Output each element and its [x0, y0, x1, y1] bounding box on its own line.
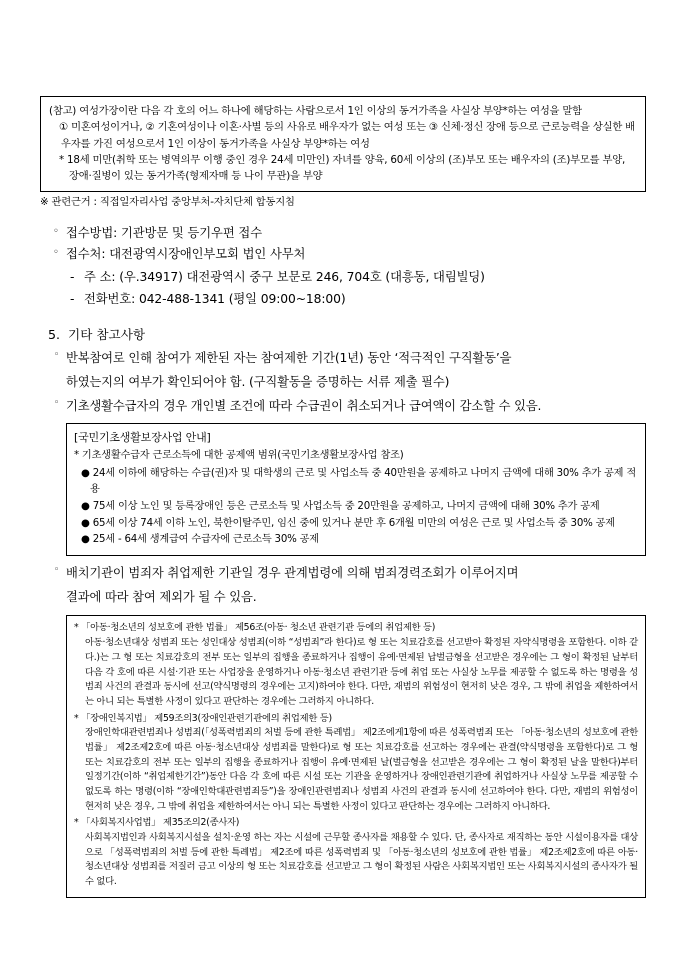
- reference-note-box: [40, 96, 646, 192]
- contact-block: [40, 223, 646, 310]
- contact-sub-address: - 주 소: (우.34917) 대전광역시 중구 보문로 246, 704호 (대흥동, 대림빌딩): [40, 266, 646, 288]
- address-label: 주 소: [84, 269, 112, 284]
- section-heading: [40, 324, 646, 347]
- basic-living-info-box: [66, 423, 646, 556]
- contact-item-office: ◦ 접수처: 대전광역시장애인부모회 법인 사무처: [40, 244, 646, 266]
- contact-item-method: ◦ 접수방법: 기관방문 및 등기우편 접수: [40, 223, 646, 245]
- law-reference-box: [66, 615, 646, 897]
- law-entry-1-body: 장애인학대관련범죄나 성범죄(「성폭력범죄의 처벌 등에 관한 특례법」 제2조에게1항에 따른 성폭력범죄 또는 「아동·청소년의 성보호에 관한 법률」 제2조제2호에 따른 아동·청소년대상 성범죄를 말한다)로 형 또는 치료감호를 선고하는 경우에는 관결(약식명령을 포함한다)로 그 형 또는 치료감호의 전부 또는 일부의 집행을 종료하거나 집행이 유예·면제된 날(벌금형을 선고받은 경우에는 그 형이 확정된 날을 말한다)부터 일정기간(이하 “취업제한기간”)동안 다음 각 호에 따른 시설 또는 기관을 운영하거나 장애인관련기관에 취업하거나 사실상 노무를 제공할 수 없도록 하는 명령(이하 “장애인학대관련범죄등”)을 장애인관련범죄나 성범죄 사건의 관결과 동시에 선고하여야 한다. 다만, 재범의 위험성이 현저히 낮은 경우, 그 밖에 취업을 제한하여서는 아니 되는 특별한 사정이 있다고 판단하는 경우에는 그러하지 아니하다.: [85, 727, 638, 812]
- contact-method-value: 기관방문 및 등기우편 접수: [120, 225, 262, 240]
- section-item-3-line-1: 배치기관이 범죄자 취업제한 기관일 경우 관계법령에 의해 범죄경력조회가 이루어지며: [66, 565, 519, 580]
- info-box-item-3: ● 25세 - 64세 생계급여 수급자에 근로소득 30% 공제: [81, 534, 319, 546]
- address-value: (우.34917) 대전광역시 중구 보문로 246, 704호 (대흥동, 대림빌딩): [119, 269, 485, 284]
- section-item-2: [40, 395, 646, 419]
- contact-office-value: 대전광역시장애인부모회 법인 사무처: [109, 247, 306, 262]
- dash-icon: -: [70, 291, 75, 306]
- info-box-item-0: ● 24세 이하에 해당하는 수급(권)자 및 대학생의 근로 및 사업소득 중 40만원을 공제하고 나머지 금액에 대해 30% 추가 공제 적용: [81, 467, 636, 496]
- section-item-1-line-2: 하였는지의 여부가 확인되어야 함. (구직활동을 증명하는 서류 제출 필수): [66, 374, 450, 389]
- info-box-title: [국민기초생활보장사업 안내]: [74, 430, 211, 444]
- note-line-1: ① 미혼여성이거나, ② 기혼여성이나 이혼·사별 등의 사유로 배우자가 없는 여성 또는 ③ 신체·정신 장애 등으로 근로능력을 상실한 배우자를 가진 여성으로서 1인 이상이 동거가족을 사실상 부양*하는 여성: [59, 121, 635, 150]
- note-line-2: * 18세 미만(취학 또는 병역의무 이행 중인 경우 24세 미만인) 자녀를 양육, 60세 이상의 (조)부모 또는 배우자의 (조)부모를 부양, 장애·질병이 있는 동거가족(형제자매 등 나이 무관)을 부양: [59, 153, 626, 183]
- contact-office-label: 접수처: [66, 247, 102, 262]
- info-box-star-note: * 기초생활수급자 근로소득에 대한 공제액 범위(국민기초생활보장사업 참조): [74, 450, 404, 462]
- law-entry-2-title: * 「사회복지사업법」 제35조의2(종사자): [74, 817, 240, 829]
- bullet-circle-icon: ◦: [54, 349, 60, 360]
- dash-icon: -: [70, 269, 75, 284]
- section-number: 5.: [48, 327, 61, 343]
- law-entry-0-title: * 「아동·청소년의 성보호에 관한 법률」 제56조(아동· 청소년 관련기관 등에의 취업제한 등): [74, 622, 436, 634]
- section-item-2-line-1: 기초생활수급자의 경우 개인별 조건에 따라 수급권이 취소되거나 급여액이 감소할 수 있음.: [66, 398, 542, 413]
- law-entry-1-title: * 「장애인복지법」 제59조의3(장애인관련기관에의 취업제한 등): [74, 712, 332, 724]
- phone-label: 전화번호: [84, 291, 132, 306]
- bullet-circle-icon: ◦: [54, 397, 60, 408]
- note-line-0: (참고) 여성가장이란 다음 각 호의 어느 하나에 해당하는 사람으로서 1인 이상의 동거가족을 사실상 부양*하는 여성을 말함: [49, 105, 582, 117]
- law-entry-2-body: 사회복지법인과 사회복지시설을 설치·운영 하는 자는 시설에 근무할 종사자를 채용할 수 있다. 단, 종사자로 재직하는 동안 시설이용자를 대상으로 「성폭력범죄의 처벌 등에 관한 특례법」 제2조에 따른 성폭력범죄 및 「아동·청소년의 성보호에 관한 법률」 제2조제2호에 따른 아동·청소년대상 성범죄를 저질러 금고 이상의 형 또는 치료감호를 선고받고 그 형이 확정된 사람은 사회복지법인 또는 사회복지시설의 종사자가 될 수 없다.: [85, 832, 638, 888]
- contact-method-label: 접수방법: [66, 225, 114, 240]
- phone-value: 042-488-1341 (평일 09:00~18:00): [138, 291, 346, 306]
- bullet-circle-icon: ◦: [53, 225, 59, 237]
- section-item-1: [40, 347, 646, 395]
- section-item-1-line-1: 반복참여로 인해 참여가 제한된 자는 참여제한 기간(1년) 동안 ‘적극적인 구직활동’을: [66, 350, 512, 365]
- bullet-circle-icon: ◦: [54, 564, 60, 575]
- info-box-item-1: ● 75세 이상 노인 및 등록장애인 등은 근로소득 및 사업소득 중 20만원을 공제하고, 나머지 금액에 대해 30% 추가 공제: [81, 501, 600, 512]
- contact-sub-phone: - 전화번호: 042-488-1341 (평일 09:00~18:00): [40, 288, 646, 310]
- section-item-3: [40, 562, 646, 610]
- section-title: 기타 참고사항: [68, 327, 146, 343]
- section-item-3-line-2: 결과에 따라 참여 제외가 될 수 있음.: [66, 589, 257, 604]
- note-footnote: ※ 관련근거 : 직접일자리사업 중앙부처-자치단체 합동지침: [40, 196, 295, 209]
- bullet-circle-icon: ◦: [53, 247, 59, 259]
- info-box-item-2: ● 65세 이상 74세 이하 노인, 북한이탈주민, 임신 중에 있거나 분만 후 6개월 미만의 여성은 근로 및 사업소득 중 30% 공제: [81, 517, 615, 529]
- law-entry-0-body: 아동·청소년대상 성범죄 또는 성인대상 성범죄(이하 “성범죄”라 한다)로 형 또는 치료감호를 선고받아 확정된 자약식명령을 포함한다. 이하 같다.)는 그 형 또는 치료감호의 전부 또는 일부의 집행을 종료하거나 집행이 유예·면제된 납벌금형을 선고받은 경우에는 그 형이 확정된 날부터 다음 각 호에 따른 시설·기관 또는 사업장을 운영하거나 아동·청소년 관련기관 등에 취업 또는 사실상 노무를 제공할 수 없도록 하는 명령을 성범죄 사건의 관결과 동시에 선고(약식명령의 경우에는 고지)하여야 한다. 다만, 재범의 위험성이 현저히 낮은 경우, 그 밖에 취업을 제한하여서는 아니 되는 특별한 사정이 있다고 판단하는 경우에는 그러하지 아니하다.: [85, 637, 638, 707]
